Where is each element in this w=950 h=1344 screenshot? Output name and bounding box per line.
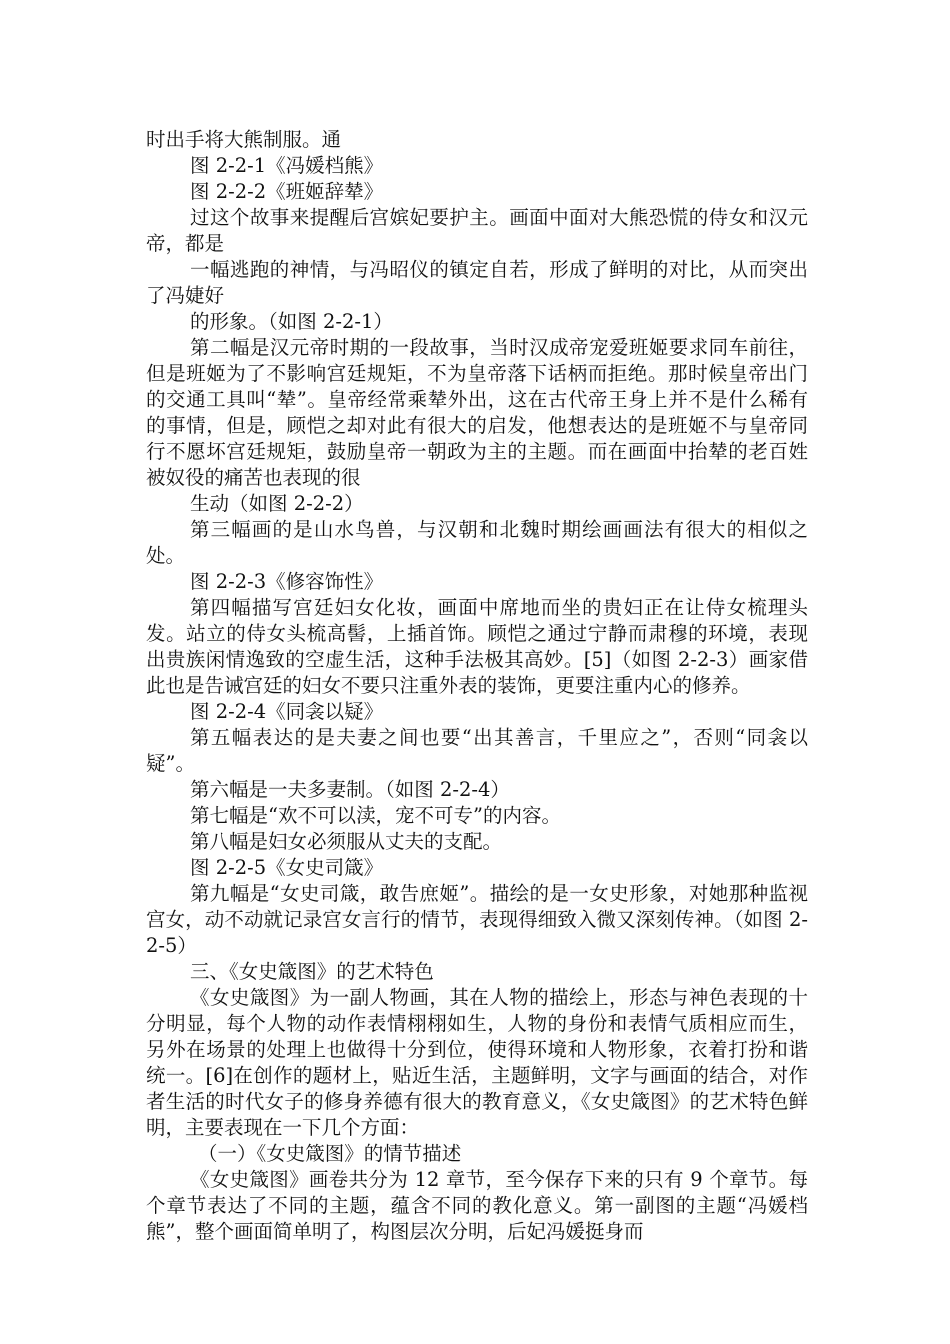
paragraph: 过这个故事来提醒后宫嫔妃要护主。画面中面对大熊恐慌的侍女和汉元帝，都是 <box>146 206 808 255</box>
document-body <box>146 127 808 1245</box>
paragraph: 第五幅表达的是夫妻之间也要“出其善言，千里应之”，否则“同衾以疑”。 <box>146 726 808 775</box>
figure-caption: 图 2-2-2《班姬辞辇》 <box>190 180 384 203</box>
paragraph: 时出手将大熊制服。通 <box>146 128 342 151</box>
paragraph: 第六幅是一夫多妻制。（如图 2-2-4） <box>190 778 510 801</box>
paragraph: 《女史箴图》画卷共分为 12 章节，至今保存下来的只有 9 个章节。每个章节表达了不同的主题，蕴含不同的教化意义。第一副图的主题“冯媛档熊”，整个画面简单明了，构图层次分明，后妃冯媛挺身而 <box>146 1168 808 1243</box>
section-heading: 三、《女史箴图》的艺术特色 <box>190 960 434 983</box>
paragraph: 第四幅描写宫廷妇女化妆，画面中席地而坐的贵妇正在让侍女梳理头发。站立的侍女头梳高髻，上插首饰。顾恺之通过宁静而肃穆的环境，表现出贵族闲情逸致的空虚生活，这种手法极其高妙。[5]（如图 2-2-3）画家借此也是告诫宫廷的妇女不要只注重外表的装饰，更要注重内心的修养。 <box>146 596 808 697</box>
figure-caption: 图 2-2-3《修容饰性》 <box>190 570 384 593</box>
paragraph: 的形象。（如图 2-2-1） <box>190 310 393 333</box>
figure-caption: 图 2-2-1《冯媛档熊》 <box>190 154 384 177</box>
paragraph: 第九幅是“女史司箴，敢告庶姬”。描绘的是一女史形象，对她那种监视宫女，动不动就记录宫女言行的情节，表现得细致入微又深刻传神。（如图 2-2-5） <box>146 882 808 957</box>
paragraph: 生动（如图 2-2-2） <box>190 492 364 515</box>
paragraph: 第七幅是“欢不可以渎，宠不可专”的内容。 <box>190 804 561 827</box>
subsection-heading: （一）《女史箴图》的情节描述 <box>198 1142 462 1165</box>
paragraph: 《女史箴图》为一副人物画，其在人物的描绘上，形态与神色表现的十分明显，每个人物的动作表情栩栩如生，人物的身份和表情气质相应而生，另外在场景的处理上也做得十分到位，使得环境和人物形象，衣着打扮和谐统一。[6]在创作的题材上，贴近生活，主题鲜明，文字与画面的结合，对作者生活的时代女子的修身养德有很大的教育意义，《女史箴图》的艺术特色鲜明，主要表现在一下几个方面： <box>146 986 808 1139</box>
paragraph: 一幅逃跑的神情，与冯昭仪的镇定自若，形成了鲜明的对比，从而突出了冯婕好 <box>146 258 808 307</box>
paragraph: 第八幅是妇女必须服从丈夫的支配。 <box>190 830 503 853</box>
figure-caption: 图 2-2-4《同衾以疑》 <box>190 700 384 723</box>
paragraph: 第三幅画的是山水鸟兽，与汉朝和北魏时期绘画画法有很大的相似之处。 <box>146 518 808 567</box>
figure-caption: 图 2-2-5《女史司箴》 <box>190 856 384 879</box>
paragraph: 第二幅是汉元帝时期的一段故事，当时汉成帝宠爱班姬要求同车前往，但是班姬为了不影响宫廷规矩，不为皇帝落下话柄而拒绝。那时候皇帝出门的交通工具叫“辇”。皇帝经常乘辇外出，这在古代帝王身上并不是什么稀有的事情，但是，顾恺之却对此有很大的启发，他想表达的是班姬不与皇帝同行不愿坏宫廷规矩，鼓励皇帝一朝政为主的主题。而在画面中抬辇的老百姓被奴役的痛苦也表现的很 <box>146 336 808 489</box>
